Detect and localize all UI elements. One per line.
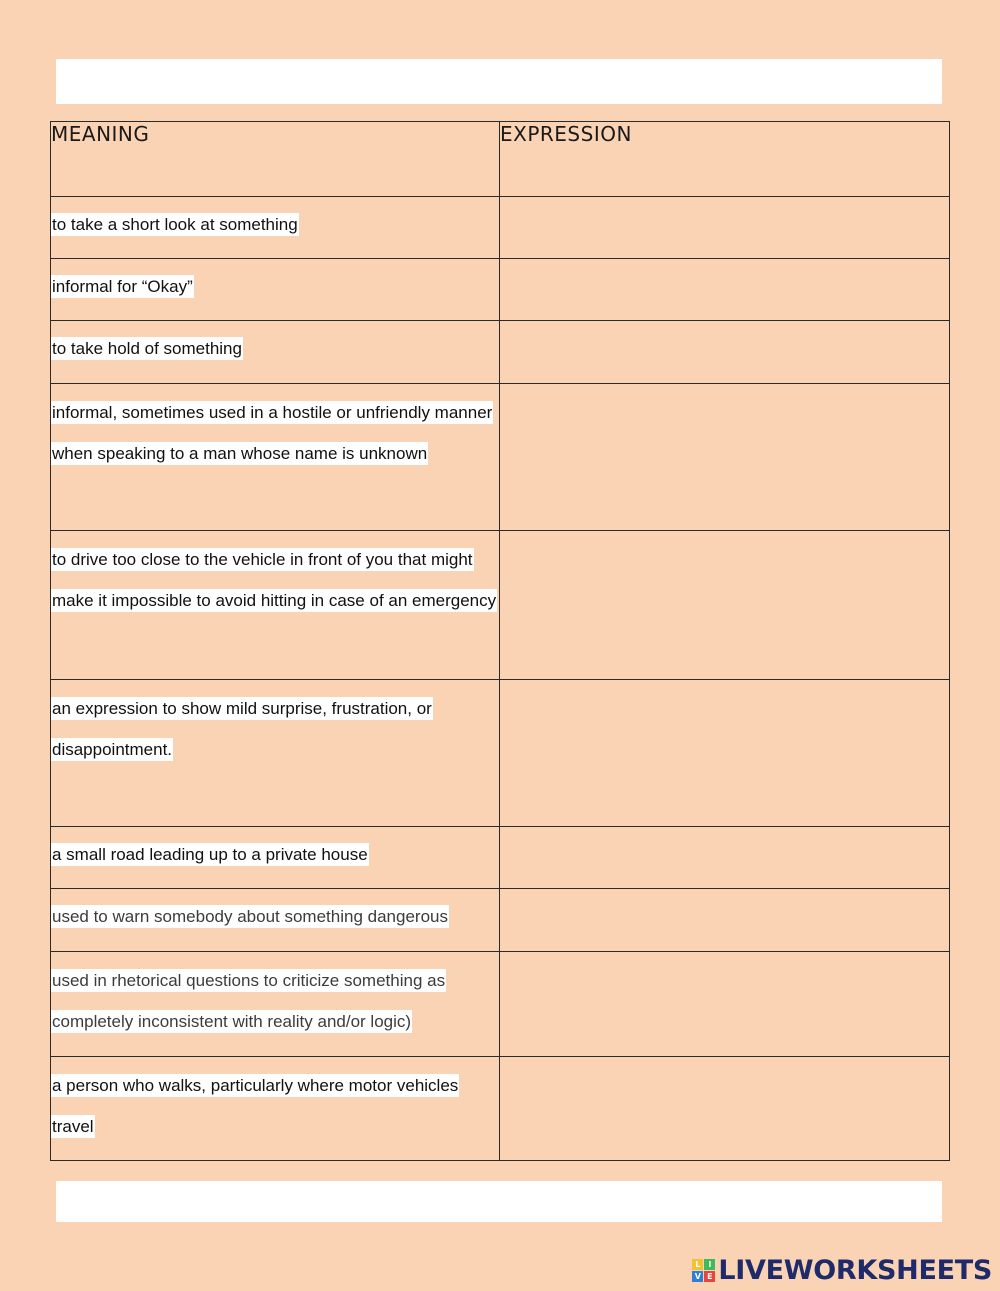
meaning-text: informal, sometimes used in a hostile or unfriendly manner when speaking to a man whose name is unknown — [52, 403, 493, 463]
table-row — [51, 259, 950, 321]
table-row — [51, 952, 950, 1057]
expression-answer-cell[interactable] — [500, 531, 950, 680]
expression-answer-cell[interactable] — [500, 384, 950, 531]
meaning-text: used to warn somebody about something dangerous — [52, 907, 448, 926]
liveworksheets-logo-icon — [692, 1259, 715, 1282]
meaning-text: to take a short look at something — [52, 215, 298, 234]
expression-answer-cell[interactable] — [500, 680, 950, 827]
vocabulary-table — [50, 121, 950, 1161]
meaning-cell — [51, 321, 500, 384]
table-row — [51, 197, 950, 259]
liveworksheets-logo — [692, 1255, 992, 1285]
table-row — [51, 1057, 950, 1161]
table-row — [51, 889, 950, 952]
meaning-cell — [51, 259, 500, 321]
expression-answer-cell[interactable] — [500, 1057, 950, 1161]
meaning-text: a small road leading up to a private house — [52, 845, 368, 864]
logo-letter-i: I — [704, 1259, 715, 1270]
meaning-cell — [51, 197, 500, 259]
meaning-cell — [51, 1057, 500, 1161]
table-row — [51, 384, 950, 531]
table-header-row — [51, 122, 950, 197]
meaning-text: used in rhetorical questions to criticize something as completely inconsistent with reality and/or logic) — [52, 971, 446, 1031]
expression-answer-cell[interactable] — [500, 321, 950, 384]
meaning-cell — [51, 680, 500, 827]
meaning-text: to drive too close to the vehicle in front of you that might make it impossible to avoid hitting in case of an emergency — [52, 550, 497, 610]
meaning-cell — [51, 827, 500, 889]
table-row — [51, 827, 950, 889]
expression-header: EXPRESSION — [500, 122, 950, 197]
top-answer-box[interactable] — [56, 59, 942, 104]
expression-answer-cell[interactable] — [500, 827, 950, 889]
logo-letter-e: E — [704, 1271, 715, 1282]
meaning-text: informal for “Okay” — [52, 277, 193, 296]
bottom-answer-box[interactable] — [56, 1181, 942, 1222]
logo-text: LIVEWORKSHEETS — [718, 1254, 992, 1286]
table-row — [51, 680, 950, 827]
expression-answer-cell[interactable] — [500, 197, 950, 259]
meaning-cell — [51, 531, 500, 680]
meaning-text: an expression to show mild surprise, frustration, or disappointment. — [52, 699, 432, 759]
meaning-cell — [51, 952, 500, 1057]
meaning-cell — [51, 889, 500, 952]
table-row — [51, 531, 950, 680]
meaning-header: MEANING — [51, 122, 500, 197]
meaning-text: to take hold of something — [52, 339, 242, 358]
expression-answer-cell[interactable] — [500, 889, 950, 952]
meaning-cell — [51, 384, 500, 531]
table-row — [51, 321, 950, 384]
logo-letter-v: V — [692, 1271, 703, 1282]
expression-answer-cell[interactable] — [500, 259, 950, 321]
meaning-text: a person who walks, particularly where motor vehicles travel — [52, 1076, 459, 1136]
expression-answer-cell[interactable] — [500, 952, 950, 1057]
logo-letter-l: L — [692, 1259, 703, 1270]
